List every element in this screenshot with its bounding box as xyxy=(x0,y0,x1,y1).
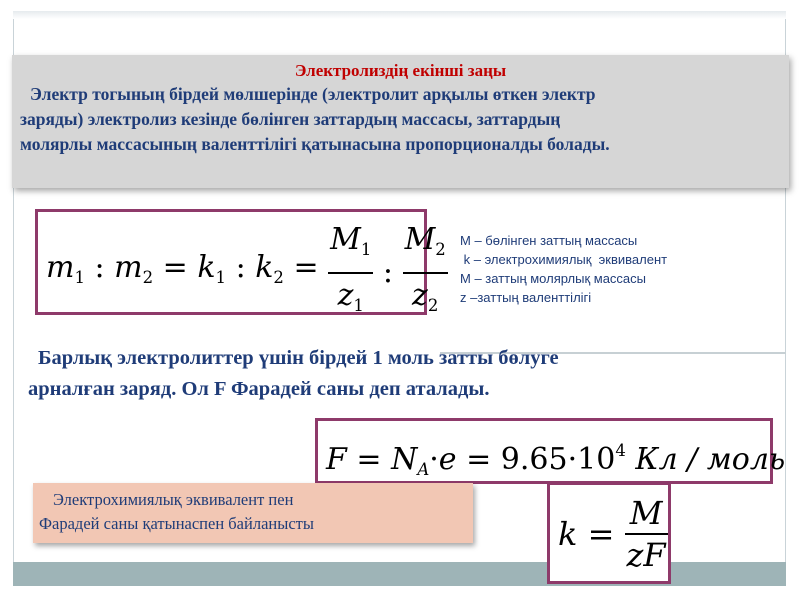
note-line: Электрохимиялық эквивалент пен xyxy=(53,490,294,509)
formula-ratio-box xyxy=(35,209,446,315)
subscript: 2 xyxy=(142,267,154,287)
legend-item: k – электрохимиялық эквивалент xyxy=(460,252,668,267)
exponent: 4 xyxy=(615,441,626,460)
heading-box xyxy=(12,55,789,188)
symbol-F: F xyxy=(643,536,666,574)
subscript: 1 xyxy=(360,239,372,259)
formula-faraday-box xyxy=(315,418,786,484)
symbol-m: m xyxy=(114,249,143,285)
symbol-equals: = xyxy=(293,249,319,285)
subscript: 2 xyxy=(427,295,439,315)
legend-item: M – заттың молярлық массасы xyxy=(460,271,646,286)
symbol-m: m xyxy=(46,249,75,285)
symbol-M: M xyxy=(330,222,361,257)
subscript: 2 xyxy=(273,267,284,287)
main-text-line: арналған заряд. Ол F Фарадей саны деп аталады. xyxy=(28,378,490,400)
symbol-z: z xyxy=(626,536,644,574)
heading-line: молярлы массасының валенттілігі қатынасына пропорционалды болады. xyxy=(20,134,610,154)
symbol-colon: : xyxy=(235,249,246,285)
symbol-k: k xyxy=(255,249,274,285)
legend-item: z –заттың валенттілігі xyxy=(460,290,592,305)
formula-equivalent xyxy=(558,493,668,575)
symbol-M: M xyxy=(625,493,668,535)
symbol-k: k xyxy=(197,249,216,285)
heading-line: Электр тогының бірдей мөлшерінде (электролит арқылы өткен электр xyxy=(30,84,596,104)
subscript: A xyxy=(417,459,430,479)
legend-item: M – бөлінген заттың массасы xyxy=(460,233,638,248)
fraction-m2-z2 xyxy=(403,218,448,328)
formula-equivalent-box xyxy=(547,482,671,584)
symbol-equals: = xyxy=(356,442,382,478)
subscript: 2 xyxy=(435,239,446,259)
formula-ratio xyxy=(46,218,448,328)
symbol-z: z xyxy=(337,277,354,313)
symbol-equals: = xyxy=(162,249,188,285)
symbol-F: F xyxy=(326,442,347,478)
symbol-N: N xyxy=(391,442,418,478)
top-shadow xyxy=(13,11,786,19)
faraday-value: 9.65 xyxy=(500,442,568,478)
symbol-equals: = xyxy=(587,515,615,553)
symbol-e: e xyxy=(438,442,457,478)
fraction-m1-z1 xyxy=(328,218,373,328)
heading-title: Электролиздің екінші заңы xyxy=(294,61,507,80)
fraction-m-zf xyxy=(625,493,668,575)
symbol-colon: : xyxy=(94,249,105,285)
main-text-line: Барлық электролиттер үшін бірдей 1 моль затты бөлуге xyxy=(38,347,559,369)
symbol-slash: / xyxy=(687,442,698,478)
symbol-dot: · xyxy=(567,442,578,478)
note-box xyxy=(33,483,473,543)
subscript: 1 xyxy=(74,267,85,287)
symbol-k: k xyxy=(558,515,578,553)
unit-coulomb: Кл xyxy=(635,442,678,478)
subscript: 1 xyxy=(215,267,227,287)
denominator-zF xyxy=(625,535,668,575)
symbol-colon: : xyxy=(382,254,394,290)
heading-text xyxy=(12,82,789,157)
legend xyxy=(460,231,790,307)
symbol-z: z xyxy=(412,277,428,313)
power-base: 10 xyxy=(577,442,616,478)
main-text xyxy=(18,343,778,405)
symbol-dot: · xyxy=(429,442,439,478)
symbol-M: M xyxy=(404,222,436,257)
subscript: 1 xyxy=(353,295,364,315)
unit-mole: моль xyxy=(706,442,786,478)
note-line: Фарадей саны қатынаспен байланысты xyxy=(39,514,314,533)
heading-line: заряды) электролиз кезінде бөлінген заттардың массасы, заттардың xyxy=(20,109,561,129)
symbol-equals: = xyxy=(466,442,492,478)
